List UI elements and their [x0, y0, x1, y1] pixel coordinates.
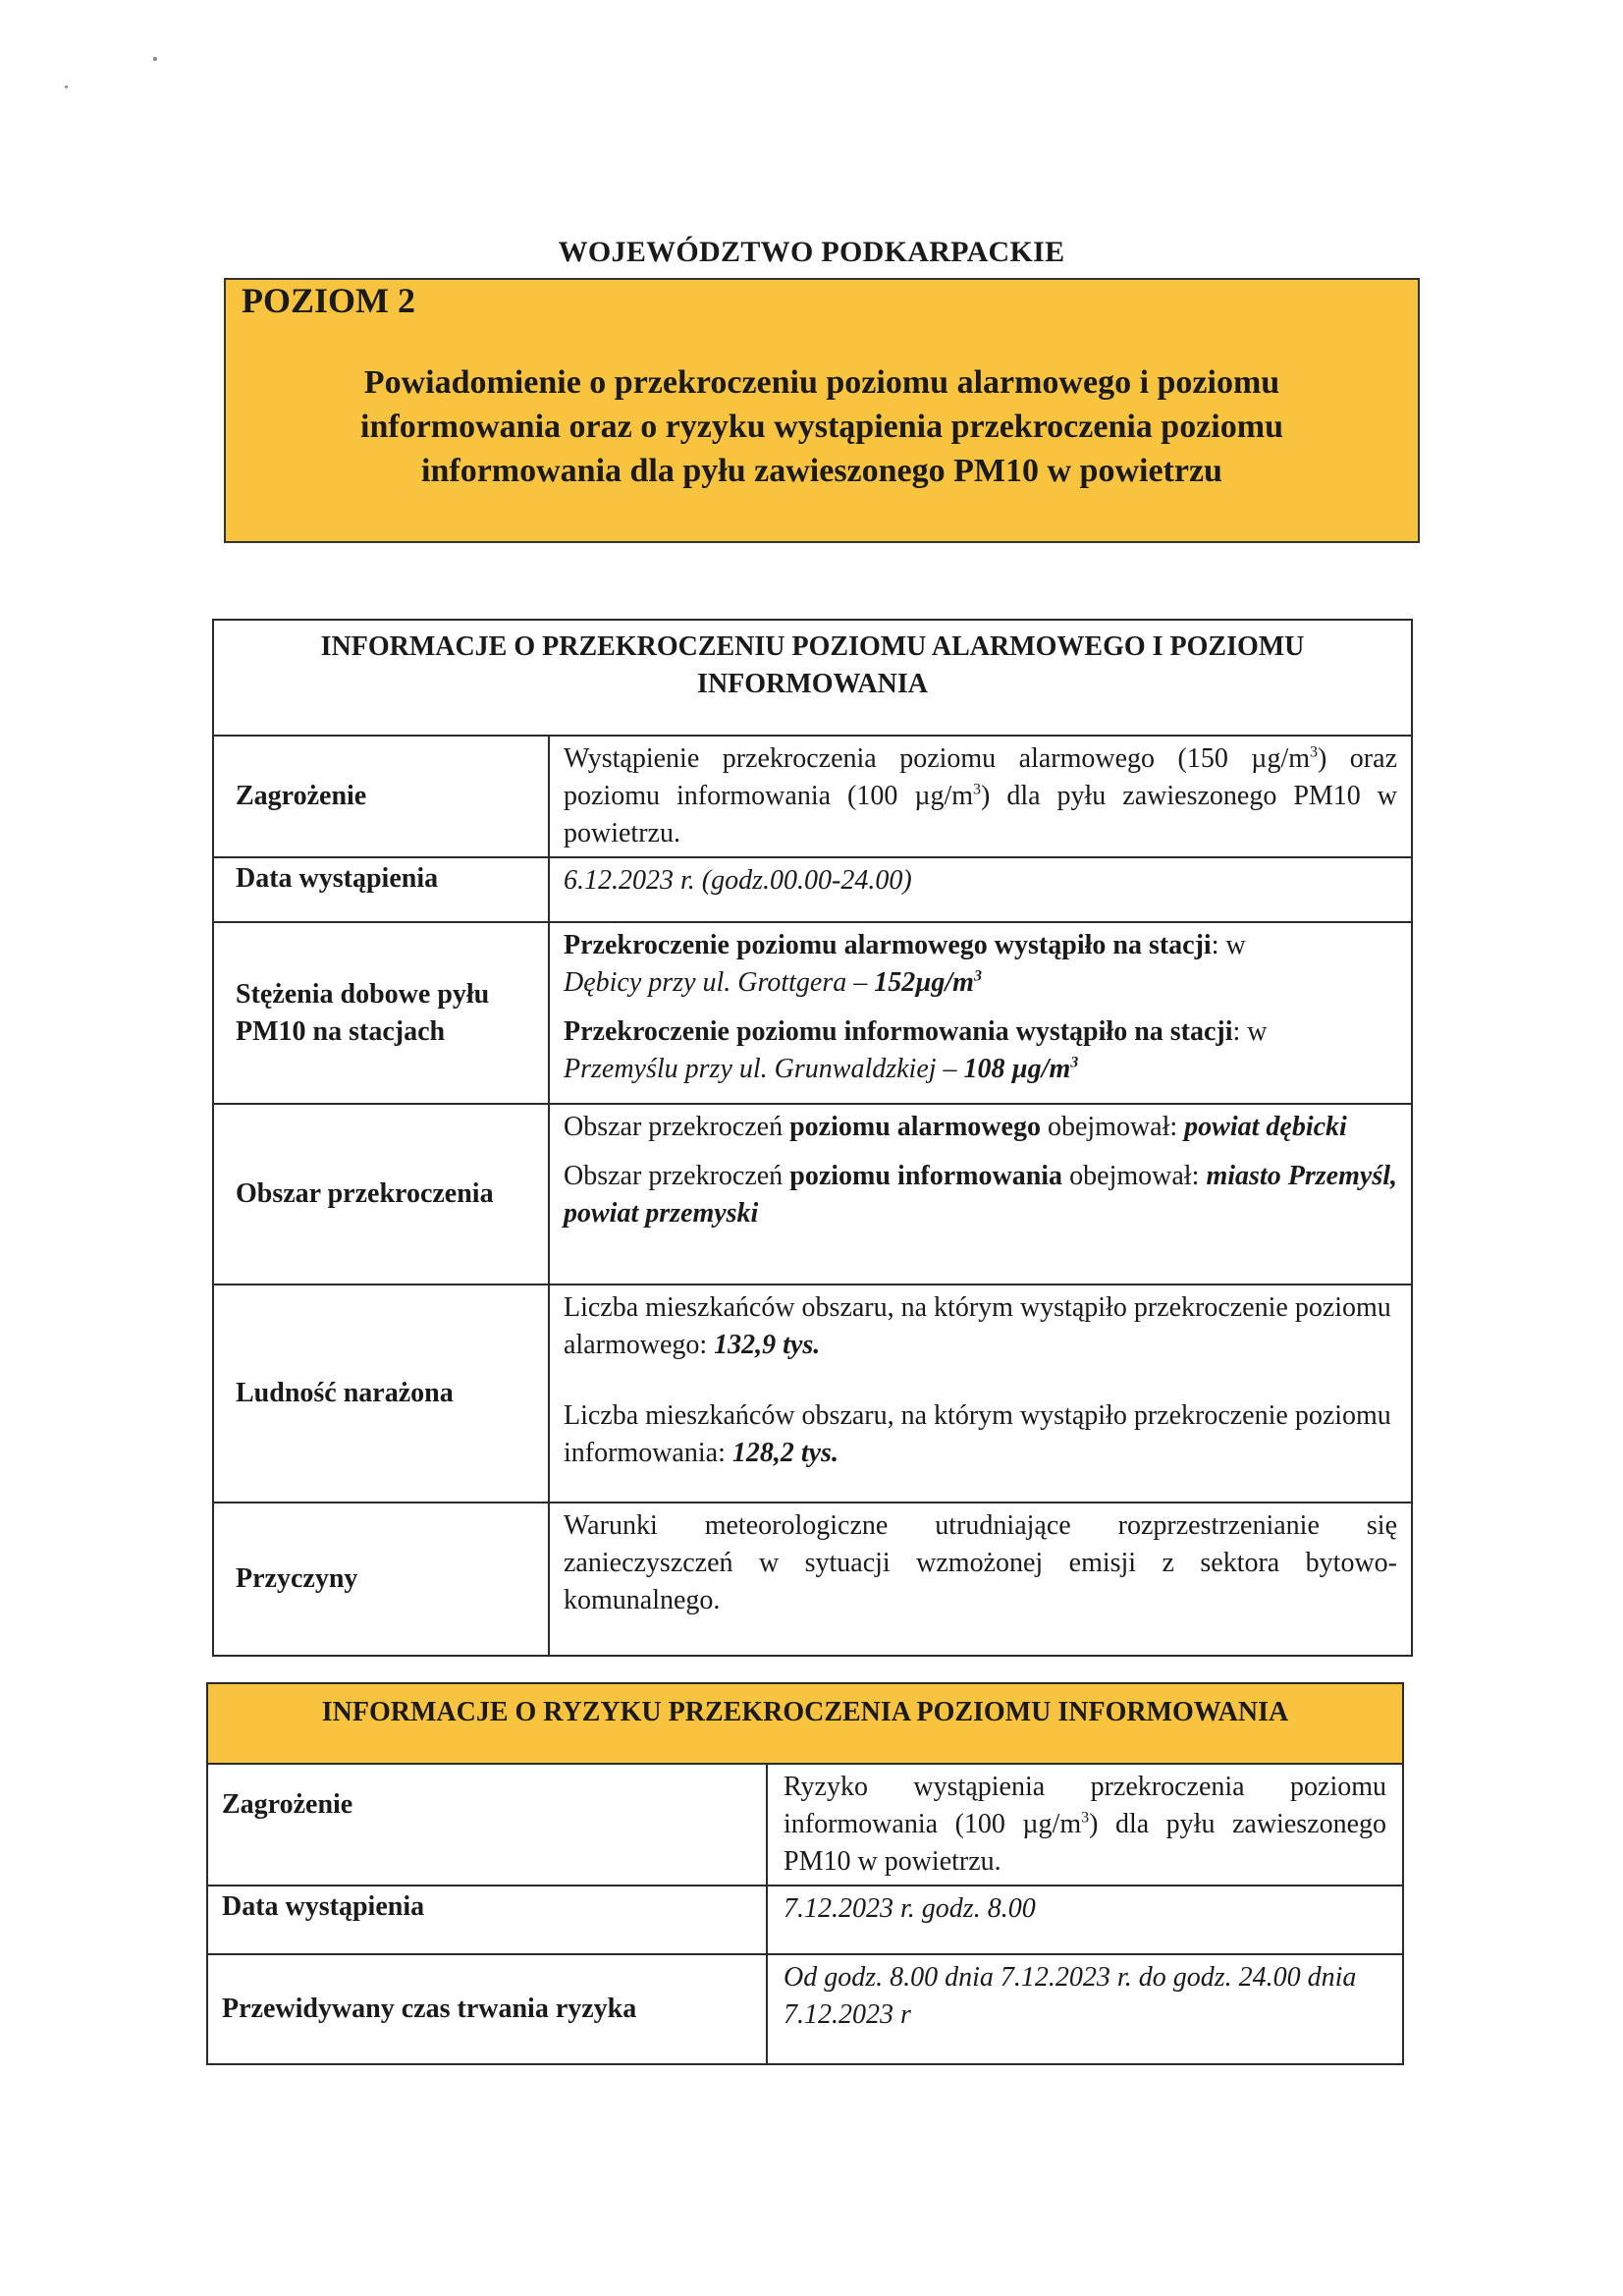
causes-label: Przyczyny: [213, 1503, 549, 1656]
risk-duration-value: Od godz. 8.00 dnia 7.12.2023 r. do godz. 24.00 dnia 7.12.2023 r: [767, 1954, 1403, 2064]
population-value: Liczba mieszkańców obszaru, na którym wystąpiło przekroczenie poziomu alarmowego: 132,9 tys. Liczba mieszkańców obszaru, na którym wystąpiło przekroczenie poziomu informowania: 128,2 tys.: [549, 1285, 1412, 1503]
table-row: [213, 922, 1412, 1104]
region-title: WOJEWÓDZTWO PODKARPACKIE: [558, 236, 1065, 268]
notification-title: Powiadomienie o przekroczeniu poziomu alarmowego i poziomu informowania oraz o ryzyku wystąpienia przekroczenia poziomu informowania dla pyłu zawieszonego PM10 w powietrzu: [360, 364, 1283, 489]
concentrations-value: Przekroczenie poziomu alarmowego wystąpiło na stacji: w Dębicy przy ul. Grottgera – $152\mu g/m^3$ Przekroczenie poziomu informowania wystąpiło na stacji: w Przemyślu przy ul. Grunwaldzkiej – 108 $\mu g/m^3$: [549, 922, 1412, 1104]
risk-table: [206, 1682, 1404, 2065]
threat-value: Wystąpienie przekroczenia poziomu alarmowego (150 $\mu g/m^3$) oraz poziomu informowania (100 $\mu g/m^3$) dla pyłu zawieszonego PM10 w powietrzu.: [549, 736, 1412, 857]
table-row: [207, 1886, 1403, 1954]
date-label: Data wystąpienia: [213, 857, 549, 922]
risk-threat-value: Ryzyko wystąpienia przekroczenia poziomu informowania (100 $\mu g/m^3$) dla pyłu zawieszonego PM10 w powietrzu.: [767, 1764, 1403, 1886]
date-value: 6.12.2023 r. (godz.00.00-24.00): [549, 857, 1412, 922]
level-label: POZIOM 2: [242, 281, 415, 320]
threat-label: Zagrożenie: [213, 736, 549, 857]
population-label: Ludność narażona: [213, 1285, 549, 1503]
level-banner: [224, 278, 1420, 543]
table-row: [213, 857, 1412, 922]
table-row: [213, 1285, 1412, 1503]
causes-value: Warunki meteorologiczne utrudniające rozprzestrzenianie się zanieczyszczeń w sytuacji wzmożonej emisji z sektora bytowo-komunalnego.: [549, 1503, 1412, 1656]
risk-threat-label: Zagrożenie: [207, 1764, 767, 1886]
area-value: Obszar przekroczeń poziomu alarmowego obejmował: powiat dębicki Obszar przekroczeń poziomu informowania obejmował: miasto Przemyśl, powiat przemyski: [549, 1104, 1412, 1285]
exceedance-table-heading: INFORMACJE O PRZEKROCZENIU POZIOMU ALARMOWEGO I POZIOMU INFORMOWANIA: [213, 620, 1412, 736]
scan-speck: [65, 85, 68, 88]
table-row: [207, 1954, 1403, 2064]
risk-date-label: Data wystąpienia: [207, 1886, 767, 1954]
risk-table-heading: INFORMACJE O RYZYKU PRZEKROCZENIA POZIOMU INFORMOWANIA: [207, 1683, 1403, 1764]
table-row: [213, 736, 1412, 857]
scan-speck: [153, 57, 157, 61]
risk-duration-label: Przewidywany czas trwania ryzyka: [207, 1954, 767, 2064]
area-label: Obszar przekroczenia: [213, 1104, 549, 1285]
concentrations-label: Stężenia dobowe pyłu PM10 na stacjach: [213, 922, 549, 1104]
table-row: [213, 1104, 1412, 1285]
table-row: [207, 1764, 1403, 1886]
table-row: [213, 1503, 1412, 1656]
risk-date-value: 7.12.2023 r. godz. 8.00: [767, 1886, 1403, 1954]
exceedance-table: [212, 619, 1413, 1657]
